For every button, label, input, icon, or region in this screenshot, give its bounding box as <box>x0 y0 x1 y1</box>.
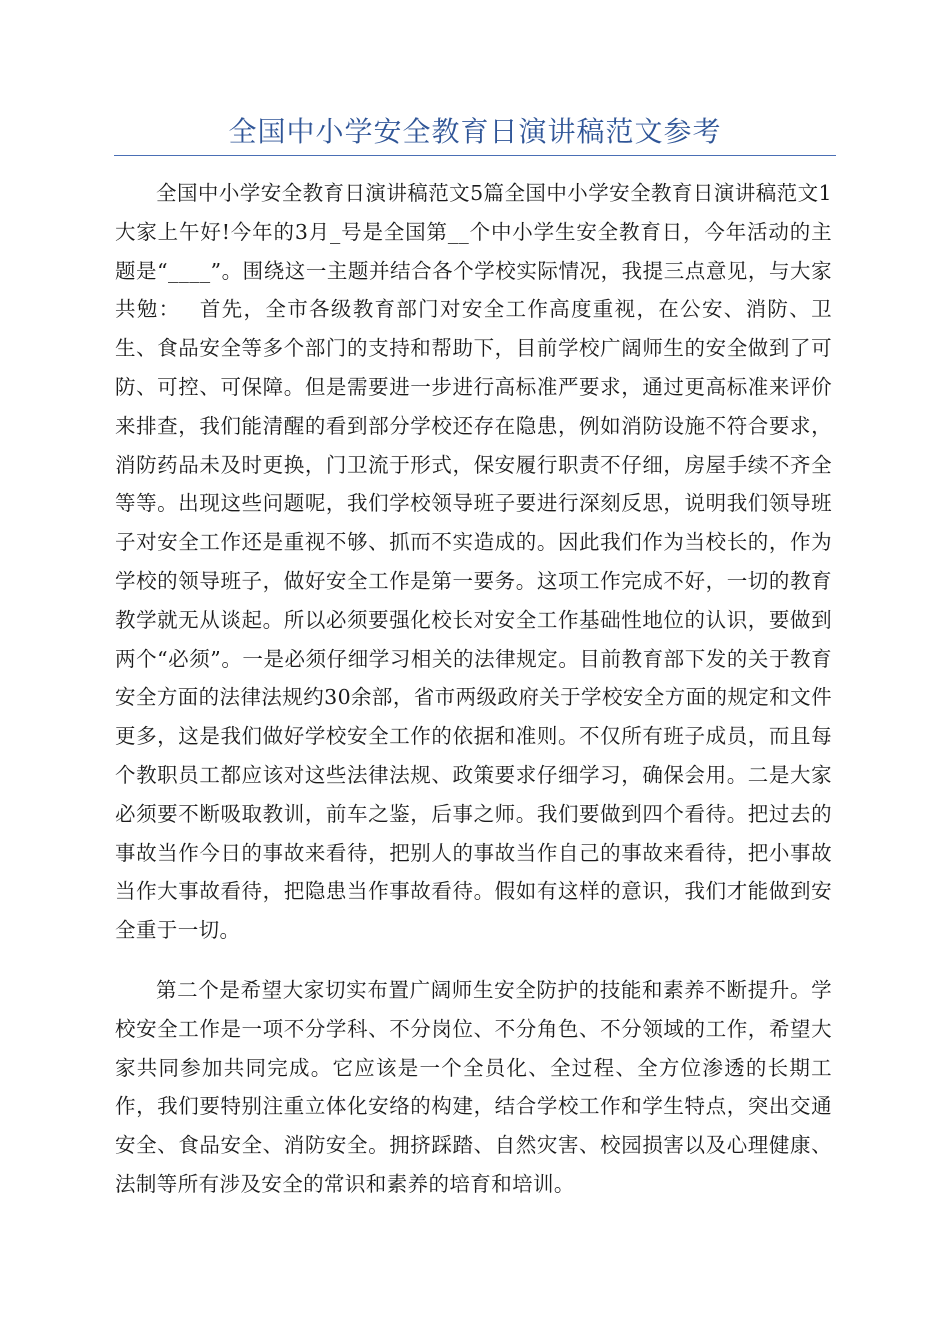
paragraph-1: 全国中小学安全教育日演讲稿范文5篇全国中小学安全教育日演讲稿范文1大家上午好!今年的3月_号是全国第__个中小学生安全教育日，今年活动的主题是“____”。围绕这一主题并结合各个学校实际情况，我提三点意见，与大家共勉： 首先，全市各级教育部门对安全工作高度重视，在公安、消防、卫生、食品安全等多个部门的支持和帮助下，目前学校广阔师生的安全做到了可防、可控、可保障。但是需要进一步进行高标准严要求，通过更高标准来评价来排查，我们能清醒的看到部分学校还存在隐患，例如消防设施不符合要求，消防药品未及时更换，门卫流于形式，保安履行职责不仔细，房屋手续不齐全等等。出现这些问题呢，我们学校领导班子要进行深刻反思，说明我们领导班子对安全工作还是重视不够、抓而不实造成的。因此我们作为当校长的，作为学校的领导班子，做好安全工作是第一要务。这项工作完成不好，一切的教育教学就无从谈起。所以必须要强化校长对安全工作基础性地位的认识，要做到两个“必须”。一是必须仔细学习相关的法律规定。目前教育部下发的关于教育安全方面的法律法规约30余部，省市两级政府关于学校安全方面的规定和文件更多，这是我们做好学校安全工作的依据和准则。不仅所有班子成员，而且每个教职员工都应该对这些法律法规、政策要求仔细学习，确保会用。二是大家必须要不断吸取教训，前车之鉴，后事之师。我们要做到四个看待。把过去的事故当作今日的事故来看待，把别人的事故当作自己的事故来看待，把小事故当作大事故看待，把隐患当作事故看待。假如有这样的意识，我们才能做到安全重于一切。 <box>115 181 832 943</box>
title-underline <box>114 155 836 156</box>
document-title: 全国中小学安全教育日演讲稿范文参考 <box>228 115 722 148</box>
paragraph-2: 第二个是希望大家切实布置广阔师生安全防护的技能和素养不断提升。学校安全工作是一项不分学科、不分岗位、不分角色、不分领域的工作，希望大家共同参加共同完成。它应该是一个全员化、全过程、全方位渗透的长期工作，我们要特别注重立体化安络的构建，结合学校工作和学生特点，突出交通安全、食品安全、消防安全。拥挤踩踏、自然灾害、校园损害以及心理健康、法制等所有涉及安全的常识和素养的培育和培训。 <box>115 977 832 1196</box>
document-body <box>115 174 832 1204</box>
